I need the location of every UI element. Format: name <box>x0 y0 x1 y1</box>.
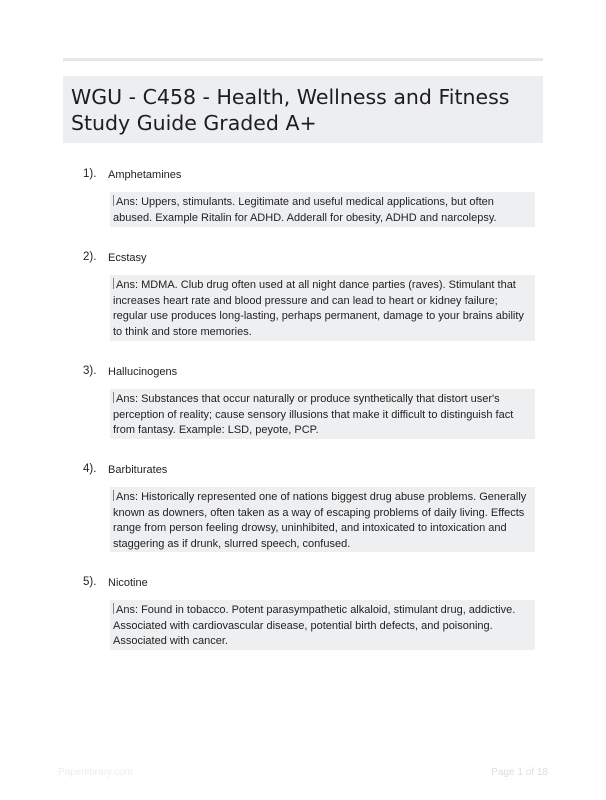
answer-box <box>110 600 535 650</box>
answer-marker <box>113 195 114 206</box>
answer-text: Ans: Found in tobacco. Potent parasympathetic alkaloid, stimulant drug, addictive. Associated with cardiovascular disease, potential birth defects, and poisoning. Associated with cancer. <box>113 604 516 647</box>
answer-box <box>110 192 535 227</box>
footer-watermark: Paperlibrary.com <box>58 767 133 778</box>
question-term: Ecstasy <box>108 252 147 264</box>
answer-text: Ans: MDMA. Club drug often used at all night dance parties (raves). Stimulant that increases heart rate and blood pressure and can lead to heart or kidney failure; regular use produces long-lasting, perhaps permanent, damage to your brains ability to think and store memories. <box>113 279 524 338</box>
question-number: 1). <box>83 168 97 180</box>
question-term: Amphetamines <box>108 169 182 181</box>
document-title: WGU - C458 - Health, Wellness and Fitness Study Guide Graded A+ <box>71 85 510 135</box>
answer-marker <box>113 392 114 403</box>
question-number: 3). <box>83 365 97 377</box>
title-banner <box>63 76 543 143</box>
answer-box <box>110 389 535 439</box>
answer-marker <box>113 278 114 289</box>
answer-text: Ans: Uppers, stimulants. Legitimate and useful medical applications, but often abused. Example Ritalin for ADHD. Adderall for obesity, ADHD and narcolepsy. <box>113 196 497 224</box>
question-number: 4). <box>83 463 97 475</box>
question-term: Barbiturates <box>108 464 168 476</box>
answer-text: Ans: Substances that occur naturally or produce synthetically that distort user's perception of reality; cause sensory illusions that make it difficult to distinguish fact from fantasy. Example: LSD, peyote, PCP. <box>113 393 514 436</box>
page-indicator: Page 1 of 18 <box>491 767 548 778</box>
question-number: 2). <box>83 251 97 263</box>
answer-marker <box>113 490 114 501</box>
top-divider <box>63 58 543 61</box>
answer-box <box>110 275 535 341</box>
question-term: Nicotine <box>108 577 148 589</box>
answer-text: Ans: Historically represented one of nations biggest drug abuse problems. Generally known as downers, often taken as a way of escaping problems of daily living. Effects range from person feeling drowsy, uninhibited, and intoxicated to intoxication and staggering as if drunk, slurred speech, confused. <box>113 491 527 550</box>
answer-marker <box>113 603 114 614</box>
question-number: 5). <box>83 576 97 588</box>
answer-box <box>110 487 535 552</box>
question-term: Hallucinogens <box>108 366 178 378</box>
